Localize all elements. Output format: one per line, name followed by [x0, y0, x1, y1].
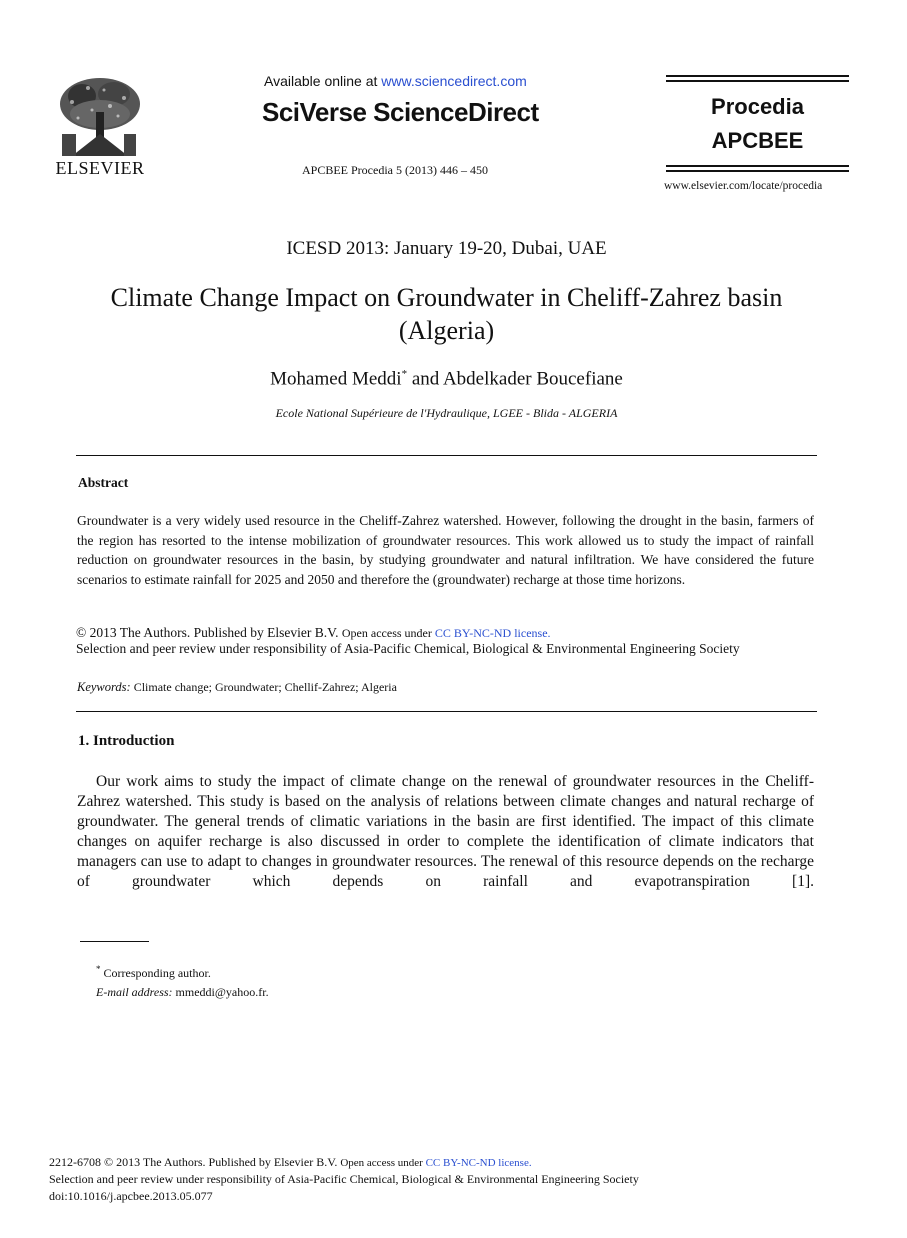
elsevier-tree-icon [52, 74, 148, 160]
available-online-label: Available online at [264, 73, 382, 89]
copyright-text: © 2013 The Authors. Published by Elsevier B.V. [76, 625, 342, 640]
footer-open-access: Open access under [340, 1157, 426, 1169]
procedia-url[interactable]: www.elsevier.com/locate/procedia [664, 180, 823, 192]
paper-title-line-1: Climate Change Impact on Groundwater in Cheliff-Zahrez basin [110, 283, 783, 312]
procedia-rule-bottom-1 [666, 165, 849, 167]
procedia-rule-top-2 [666, 80, 849, 82]
sciencedirect-link[interactable]: www.sciencedirect.com [381, 73, 527, 89]
keywords [77, 680, 397, 695]
introduction-heading: 1. Introduction [78, 733, 175, 749]
abstract-peer-review: Selection and peer review under responsibility of Asia-Pacific Chemical, Biological & Environmental Engineering Society [76, 641, 740, 656]
author-2: and Abdelkader Boucefiane [407, 368, 623, 390]
email-label: E-mail address: [96, 985, 173, 999]
footnote-rule [80, 941, 149, 942]
abstract-bottom-rule [76, 711, 817, 712]
keywords-values: Climate change; Groundwater; Chellif-Zahrez; Algeria [130, 680, 397, 694]
elsevier-logo [52, 74, 148, 178]
abstract-top-rule [76, 455, 817, 456]
keywords-label: Keywords: [77, 680, 131, 694]
license-link[interactable]: CC BY-NC-ND license. [434, 626, 551, 640]
affiliation: Ecole National Supérieure de l'Hydraulique, LGEE - Blida - ALGERIA [275, 406, 618, 420]
abstract-copyright [76, 625, 551, 641]
open-access-text: Open access under [341, 626, 435, 640]
corresponding-author-text: Corresponding author. [100, 966, 211, 980]
footer-copyright [49, 1155, 532, 1170]
footer-license-link[interactable]: CC BY-NC-ND license. [425, 1157, 532, 1169]
corresponding-mark: * [401, 368, 408, 380]
procedia-subtitle: APCBEE [711, 128, 804, 153]
abstract-heading: Abstract [78, 475, 129, 490]
footnote-email [96, 985, 269, 1000]
sciverse-logo: SciVerse ScienceDirect [262, 97, 539, 127]
elsevier-wordmark: ELSEVIER [55, 158, 145, 178]
email-address: mmeddi@yahoo.fr. [172, 985, 269, 999]
journal-citation: APCBEE Procedia 5 (2013) 446 – 450 [302, 163, 488, 177]
introduction-text: Our work aims to study the impact of climate change on the renewal of groundwater resources in the Cheliff-Zahrez watershed. This study is based on the analysis of relations between climate changes and natural recharge of groundwater. The general trends of climatic variations in the basin are first identified. The impact of this climate changes on aquifer recharge is also discussed in order to complete the identification of climate indicators that managers can use to adapt to changes in groundwater resources. The renewal of this resource depends on the recharge of groundwater which depends on rainfall and evapotranspiration [1]. [77, 773, 814, 890]
footnote-corresponding [96, 964, 211, 981]
footer-peer-review: Selection and peer review under responsibility of Asia-Pacific Chemical, Biological & Environmental Engineering Society [49, 1172, 639, 1186]
procedia-title: Procedia [711, 94, 804, 119]
authors [0, 368, 893, 390]
footer-doi: doi:10.1016/j.apcbee.2013.05.077 [49, 1189, 213, 1203]
procedia-rule-top-1 [666, 75, 849, 77]
conference-line: ICESD 2013: January 19-20, Dubai, UAE [286, 238, 607, 259]
abstract-text: Groundwater is a very widely used resource in the Cheliff-Zahrez watershed. However, following the drought in the basin, farmers of the region has resorted to the intense mobilization of groundwater resources. This work allowed us to study the impact of rainfall reduction on groundwater resources in the basin, by studying groundwater and natural infiltration. We have considered the future scenarios to estimate rainfall for 2025 and 2050 and therefore the (groundwater) recharge at those time horizons. [77, 513, 814, 587]
available-online [264, 73, 527, 89]
procedia-rule-bottom-2 [666, 170, 849, 172]
footnote-mark: * [96, 964, 101, 974]
footer-issn: 2212-6708 © 2013 The Authors. Published by Elsevier B.V. [49, 1155, 341, 1169]
author-1: Mohamed Meddi [270, 368, 402, 390]
paper-title-line-2: (Algeria) [398, 316, 495, 345]
